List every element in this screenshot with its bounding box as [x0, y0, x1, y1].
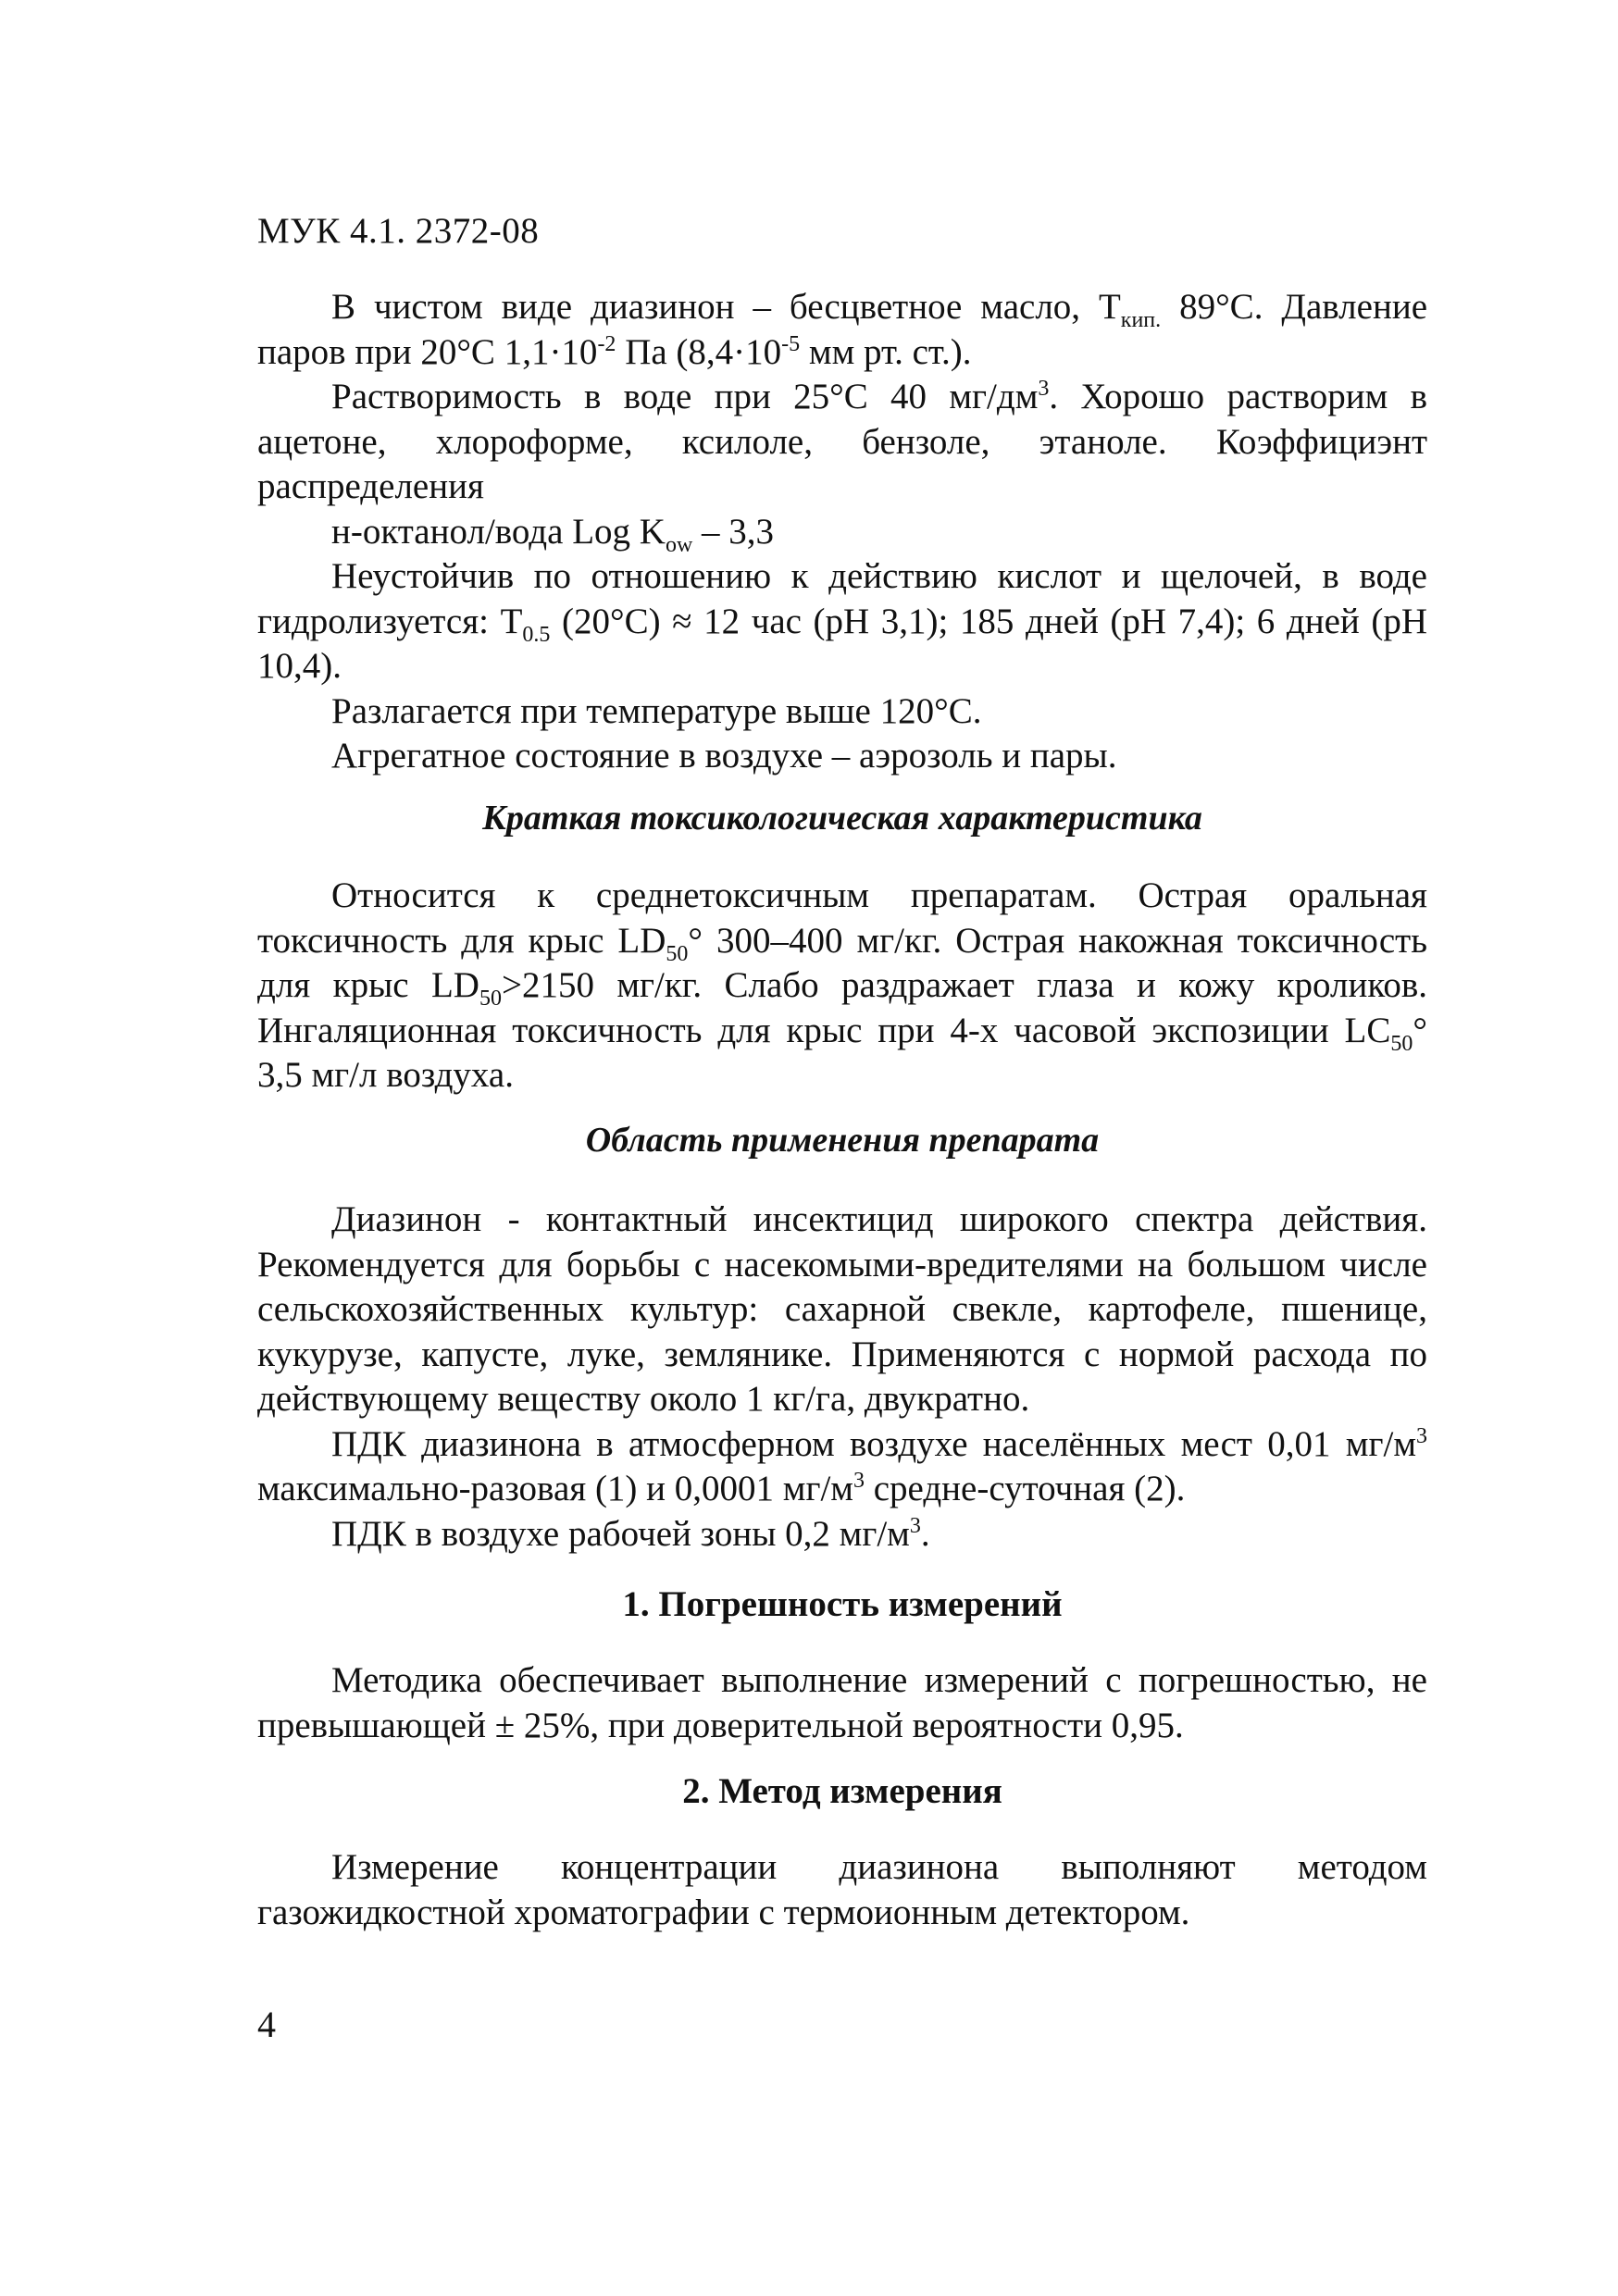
text-run: В чистом виде диазинон – бесцветное масло, Т — [331, 287, 1121, 327]
section-2-body — [257, 1845, 1427, 1935]
text-run: Относится к среднетоксичным препаратам. Острая оральная токсичность для крыс LD — [257, 875, 1427, 961]
text-run: Разлагается при температуре выше 120°С. — [331, 690, 982, 731]
paragraph — [257, 1845, 1427, 1935]
section-1-body — [257, 1658, 1427, 1748]
superscript: 3 — [853, 1469, 865, 1493]
section-1-title: 1. Погрешность измерений — [622, 1584, 1063, 1624]
superscript: -2 — [597, 331, 616, 356]
text-run: >2150 мг/кг. Слабо раздражает глаза и кожу кроликов. Ингаляционная токсичность для крыс при 4-х часовой экспозиции LC — [257, 965, 1427, 1050]
paragraph — [257, 1658, 1427, 1748]
text-run: – 3,3 — [692, 511, 775, 552]
section-tox-title: Краткая токсикологическая характеристика — [482, 799, 1202, 838]
superscript: -5 — [781, 331, 801, 356]
text-run: Агрегатное состояние в воздухе – аэрозоль и пары. — [331, 736, 1117, 776]
text-run: 89°С. Давление паров при 20°С 1,1·10 — [257, 287, 1428, 372]
subscript: 50 — [1390, 1031, 1413, 1056]
section-2-title: 2. Метод измерения — [682, 1771, 1002, 1811]
text-run: (20°С) ≈ 12 час (рН 3,1); 185 дней (рН 7,4); 6 дней (рН 10,4). — [257, 601, 1427, 686]
paragraph — [257, 510, 1427, 555]
text-run: Растворимость в воде при 25°С 40 мг/дм — [331, 377, 1039, 416]
text-run: ° 300–400 мг/кг. Острая накожная токсичность для крыс LD — [257, 920, 1427, 1005]
text-run: средне-суточная (2). — [864, 1469, 1186, 1508]
section-tox-body — [257, 874, 1427, 1098]
superscript: 3 — [909, 1513, 921, 1538]
page-number: 4 — [257, 2004, 276, 2045]
subscript: 0.5 — [522, 622, 551, 647]
paragraph — [257, 1422, 1427, 1512]
document-header: МУК 4.1. 2372-08 — [257, 211, 540, 251]
paragraph — [257, 1198, 1427, 1422]
text-run: Неустойчив по отношению к действию кислот и щелочей, в воде гидролизуется: Т — [257, 556, 1427, 641]
text-run: максимально-разовая (1) и 0,0001 мг/м — [257, 1469, 853, 1508]
section-use-body — [257, 1198, 1427, 1557]
paragraph — [257, 554, 1427, 689]
text-run: Измерение концентрации диазинона выполняют методом газожидкостной хроматографии с термоионным детектором. — [257, 1847, 1427, 1932]
paragraph — [257, 1512, 1427, 1558]
paragraph — [257, 689, 1427, 735]
paragraph — [257, 874, 1427, 1098]
intro-block — [257, 285, 1427, 779]
text-run: н-октанол/вода Log K — [331, 511, 666, 552]
subscript: 50 — [479, 986, 502, 1011]
text-run: . — [920, 1513, 930, 1554]
superscript: 3 — [1416, 1423, 1427, 1448]
text-run: Диазинон - контактный инсектицид широкого спектра действия. Рекомендуется для борьбы с насекомыми-вредителями на большом числе сельскохозяйственных культур: сахарной свекле, картофеле, пшенице, кукурузе, капусте, луке, землянике. Применяются с нормой расхода по действующему веществу около 1 кг/га, двукратно. — [257, 1199, 1427, 1419]
subscript: 50 — [666, 941, 689, 966]
text-run: Методика обеспечивает выполнение измерений с погрешностью, не превышающей ± 25%, при доверительной вероятности 0,95. — [257, 1660, 1427, 1745]
subscript: кип. — [1120, 307, 1162, 332]
paragraph — [257, 285, 1427, 375]
text-run: Па (8,4·10 — [616, 331, 782, 372]
paragraph — [257, 375, 1427, 510]
text-run: ПДК в воздухе рабочей зоны 0,2 мг/м — [331, 1513, 910, 1554]
superscript: 3 — [1038, 377, 1050, 401]
text-run: . Хорошо растворим в ацетоне, хлороформе, ксилоле, бензоле, этаноле. Коэффициэнт распределения — [257, 377, 1428, 506]
paragraph — [257, 734, 1427, 779]
text-run: ПДК диазинона в атмосферном воздухе населённых мест 0,01 мг/м — [331, 1423, 1416, 1464]
text-run: мм рт. ст.). — [800, 331, 972, 372]
subscript: ow — [665, 532, 693, 557]
text-run: ° 3,5 мг/л воздуха. — [257, 1010, 1427, 1095]
section-use-title: Область применения препарата — [585, 1121, 1100, 1160]
